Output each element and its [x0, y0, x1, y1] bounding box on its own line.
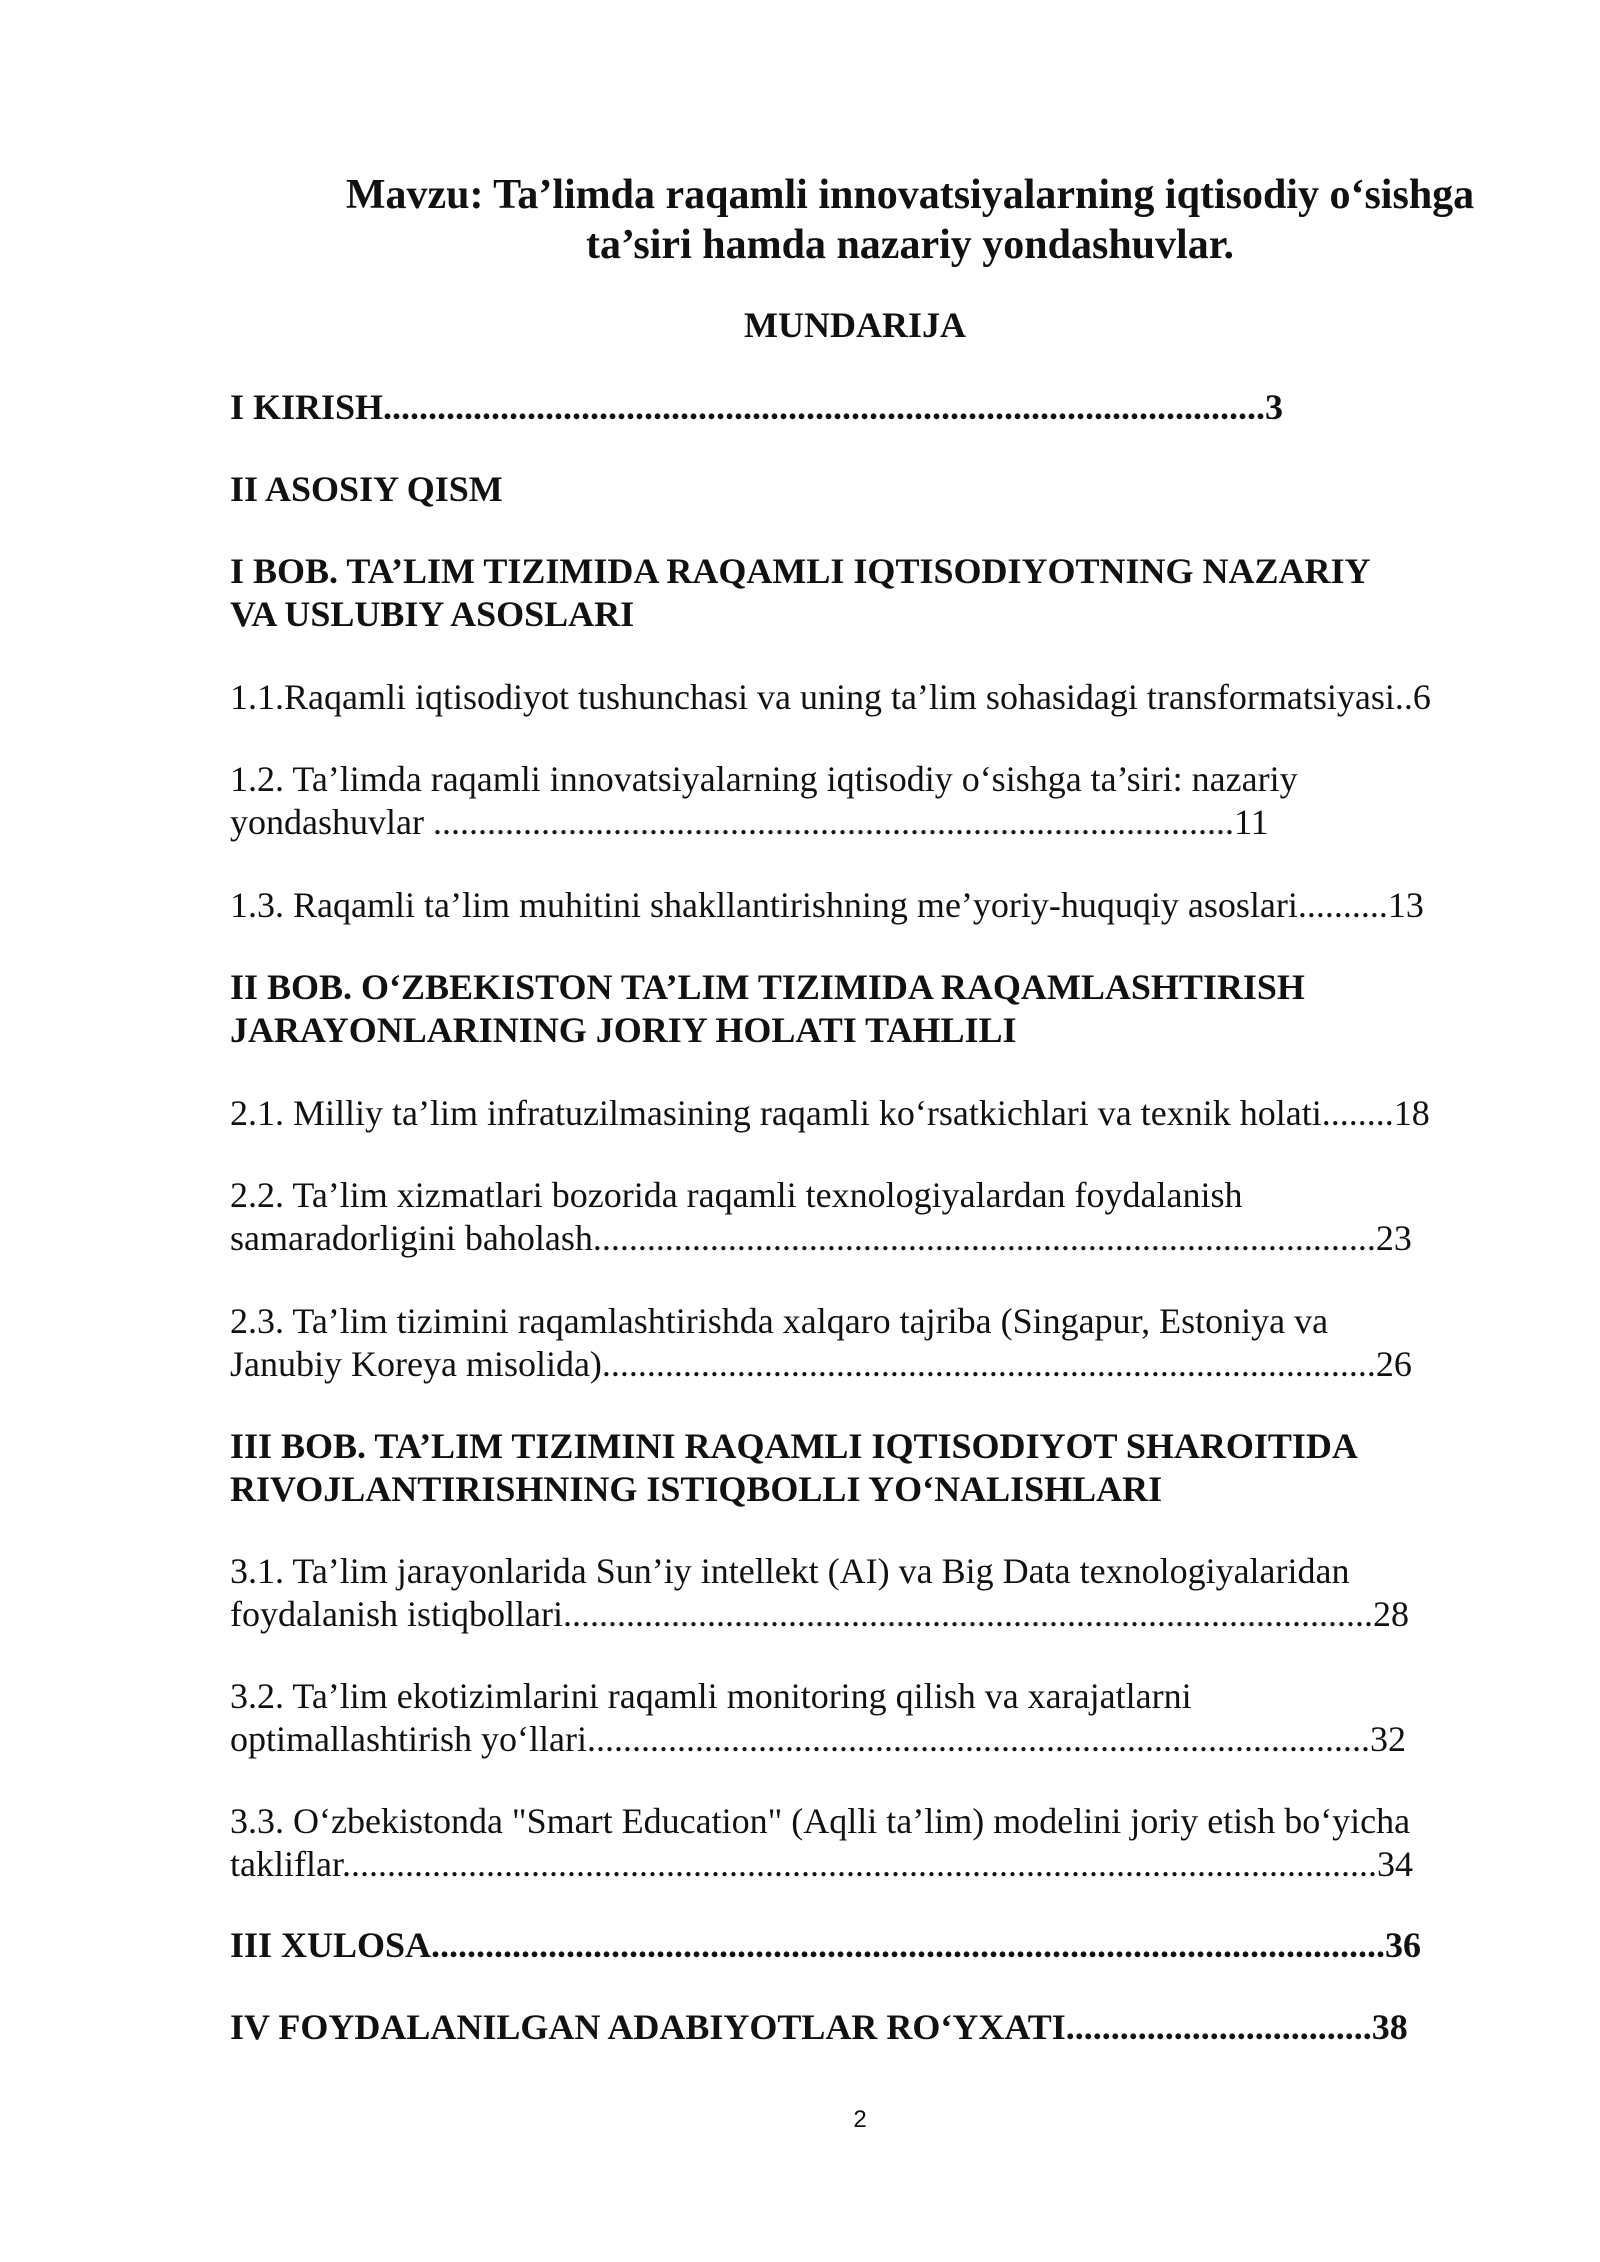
toc-heading: MUNDARIJA	[744, 305, 966, 345]
title-line-1: Mavzu: Ta’limda raqamli innovatsiyalarning iqtisodiy o‘sishga	[345, 172, 1475, 218]
toc-entry-line: I KIRISH..................................................................................................3	[230, 387, 1284, 427]
toc-entry-asosiy-qism	[230, 468, 1490, 511]
toc-entry-line: III BOB. TA’LIM TIZIMINI RAQAMLI IQTISODIYOT SHAROITIDA	[230, 1426, 1358, 1466]
page-number: 2	[853, 2106, 867, 2133]
title-line-2: ta’siri hamda nazariy yondashuvlar.	[586, 222, 1234, 268]
toc-entry-chapter-2	[230, 966, 1490, 1052]
toc-entry-2-2	[230, 1174, 1490, 1260]
toc-entry-line: optimallashtirish yo‘llari.......................................................................................32	[230, 1719, 1406, 1759]
toc-entry-line: 1.2. Ta’limda raqamli innovatsiyalarning iqtisodiy o‘sishga ta’siri: nazariy	[230, 759, 1298, 799]
toc-entry-line: samaradorligini baholash.......................................................................................23	[230, 1218, 1412, 1258]
toc-entry-2-1	[230, 1092, 1490, 1135]
toc-entry-line: 1.3. Raqamli ta’lim muhitini shakllantirishning me’yoriy-huquqiy asoslari..........13	[230, 885, 1424, 925]
toc-entry-3-2	[230, 1675, 1490, 1761]
toc-entry-line: takliflar...................................................................................................................34	[230, 1844, 1413, 1884]
toc-entry-3-3	[230, 1800, 1490, 1886]
toc-entry-line: III XULOSA..........................................................................................................36	[230, 1925, 1422, 1965]
toc-entry-line: 3.3. O‘zbekistonda "Smart Education" (Aqlli ta’lim) modelini joriy etish bo‘yicha	[230, 1801, 1411, 1841]
toc-entry-bibliography	[230, 2006, 1490, 2049]
toc-entry-2-3	[230, 1300, 1490, 1386]
toc-entry-line: foydalanish istiqbollari..........................................................................................28	[230, 1594, 1409, 1634]
toc-entry-line: RIVOJLANTIRISHNING ISTIQBOLLI YO‘NALISHLARI	[230, 1469, 1163, 1509]
toc-entry-1-1	[230, 676, 1490, 719]
toc-entry-line: 3.2. Ta’lim ekotizimlarini raqamli monitoring qilish va xarajatlarni	[230, 1676, 1192, 1716]
toc-entry-line: VA USLUBIY ASOSLARI	[230, 594, 635, 634]
toc-entry-chapter-1	[230, 550, 1490, 636]
toc-entry-line: IV FOYDALANILGAN ADABIYOTLAR RO‘YXATI..................................38	[230, 2007, 1408, 2047]
toc-entry-kirish	[230, 386, 1490, 429]
toc-entry-line: Janubiy Koreya misolida)......................................................................................26	[230, 1344, 1412, 1384]
toc-entry-line: yondashuvlar .........................................................................................11	[230, 802, 1269, 842]
toc-entry-line: 3.1. Ta’lim jarayonlarida Sun’iy intellekt (AI) va Big Data texnologiyalaridan	[230, 1551, 1350, 1591]
document-title	[300, 170, 1520, 270]
toc-entry-1-2	[230, 758, 1490, 844]
toc-entry-1-3	[230, 884, 1490, 927]
toc-entry-line: 2.3. Ta’lim tizimini raqamlashtirishda xalqaro tajriba (Singapur, Estoniya va	[230, 1301, 1329, 1341]
toc-entry-line: II BOB. O‘ZBEKISTON TA’LIM TIZIMIDA RAQAMLASHTIRISH	[230, 967, 1305, 1007]
toc-entry-3-1	[230, 1550, 1490, 1636]
toc-entry-line: 1.1.Raqamli iqtisodiyot tushunchasi va uning ta’lim sohasidagi transformatsiyasi..6	[230, 677, 1431, 717]
toc-entry-chapter-3	[230, 1425, 1490, 1511]
toc-entry-line: II ASOSIY QISM	[230, 469, 503, 509]
toc-entry-line: 2.2. Ta’lim xizmatlari bozorida raqamli texnologiyalardan foydalanish	[230, 1175, 1243, 1215]
toc-entry-line: JARAYONLARINING JORIY HOLATI TAHLILI	[230, 1010, 1017, 1050]
toc-entry-xulosa	[230, 1924, 1490, 1967]
toc-entry-line: I BOB. TA’LIM TIZIMIDA RAQAMLI IQTISODIYOTNING NAZARIY	[230, 551, 1371, 591]
toc-entry-line: 2.1. Milliy ta’lim infratuzilmasining raqamli ko‘rsatkichlari va texnik holati........18	[230, 1093, 1430, 1133]
